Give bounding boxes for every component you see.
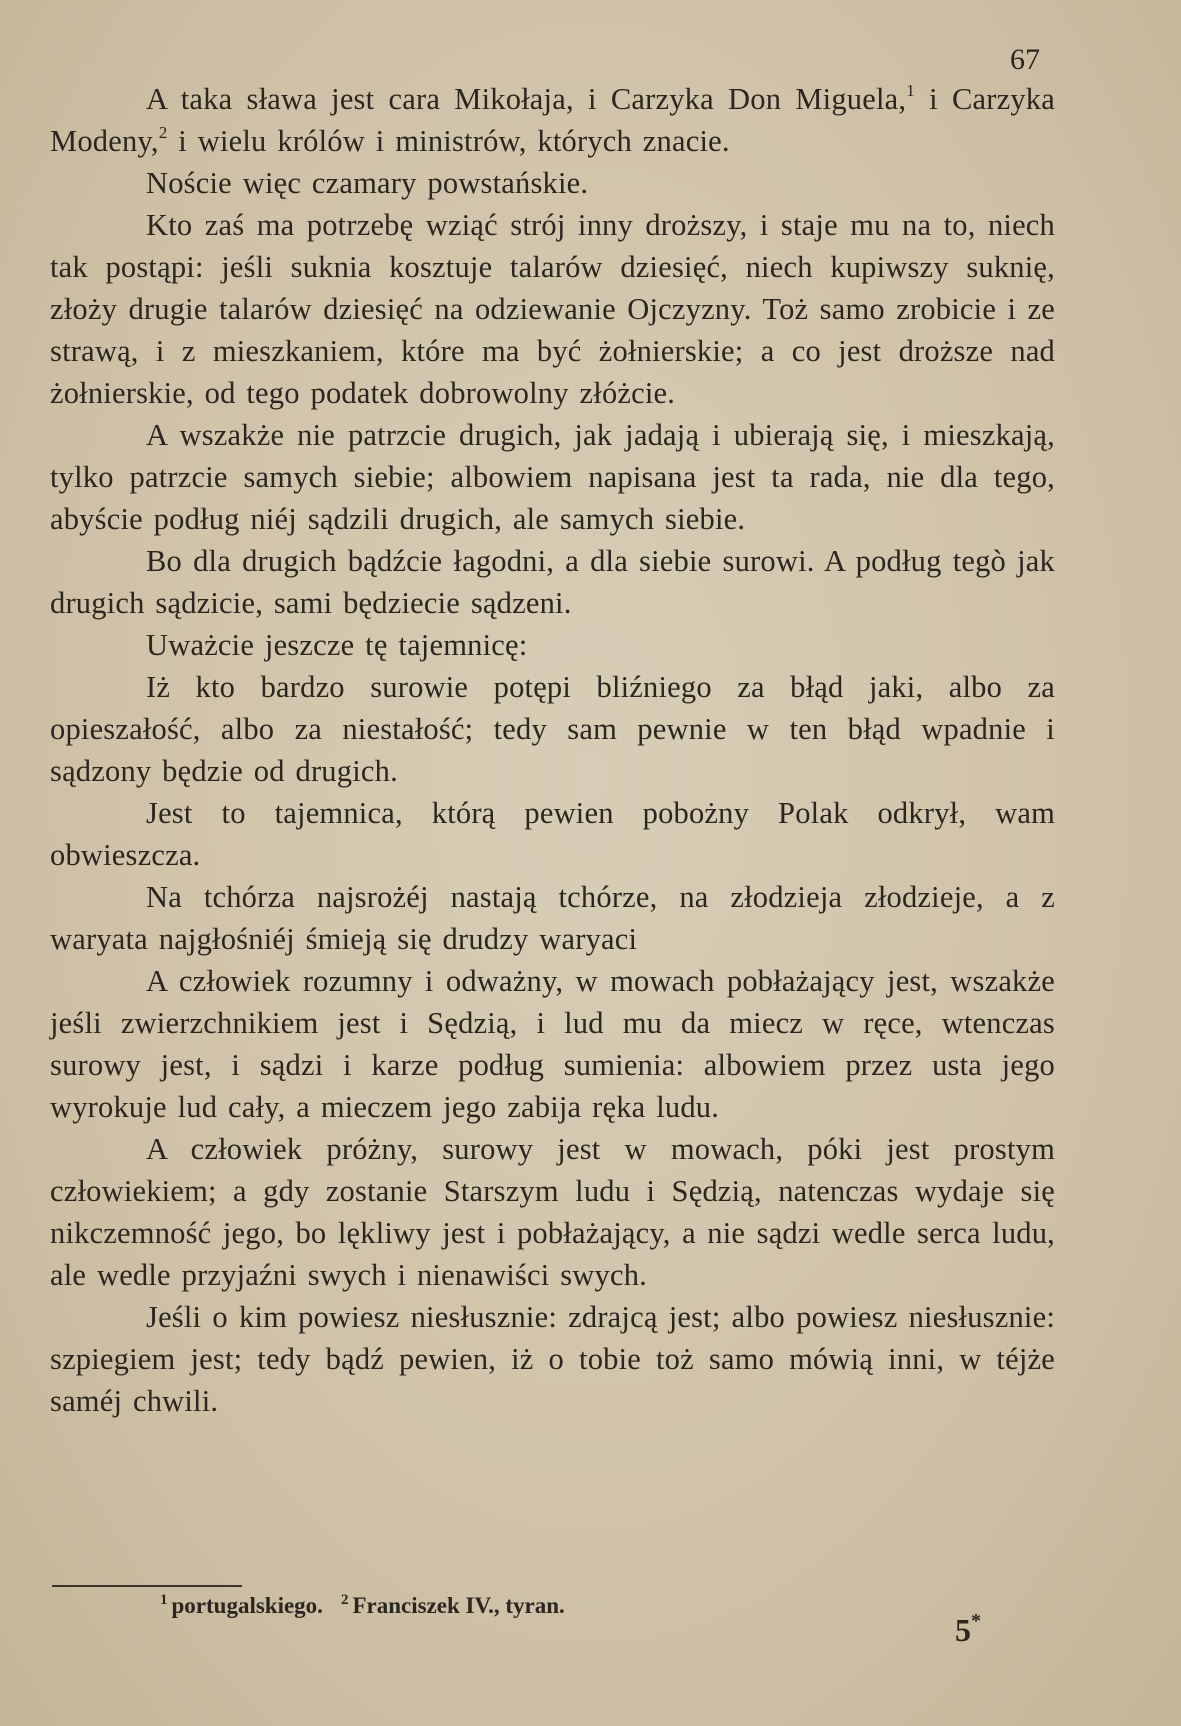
paragraph-7: Iż kto bardzo surowie potępi bliźniego za błąd jaki, albo za opieszałość, albo za niestałość; tedy sam pewnie w ten błąd wpadnie i sądzony będzie od drugich.	[50, 670, 1055, 788]
paragraph-11: A człowiek próżny, surowy jest w mowach, póki jest prostym człowiekiem; a gdy zostanie Starszym ludu i Sędzią, natenczas wydaje się nikczemność jego, bo lękliwy jest i pobłażający, a nie sądzi wedle serca ludu, ale wedle przyjaźni swych i nienawiści swych.	[50, 1132, 1055, 1292]
paragraph-9: Na tchórza najsrożéj nastają tchórze, na złodzieja złodzieje, a z waryata najgłośniéj śmieją się drudzy waryaci	[50, 880, 1055, 956]
footnote-rule	[52, 1585, 242, 1587]
paragraph-2: Noście więc czamary powstańskie.	[146, 166, 589, 200]
footnote-text-1: portugalskiego.	[171, 1593, 323, 1618]
main-text	[50, 78, 1055, 1422]
signature-number: 5	[955, 1612, 971, 1648]
footnote-ref-2: 2	[158, 123, 168, 142]
paragraph-12: Jeśli o kim powiesz niesłusznie: zdrajcą jest; albo powiesz niesłusznie: szpiegiem jest; tedy bądź pewien, iż o tobie toż samo mówią inni, w téjże saméj chwili.	[50, 1300, 1055, 1418]
paragraph-8: Jest to tajemnica, którą pewien pobożny Polak odkrył, wam obwieszcza.	[50, 796, 1055, 872]
footnotes	[160, 1590, 565, 1622]
page-number: 67	[1010, 43, 1040, 76]
paragraph-4: A wszakże nie patrzcie drugich, jak jadają i ubierają się, i mieszkają, tylko patrzcie samych siebie; albowiem napisana jest ta rada, nie dla tego, abyście podług niéj sądzili drugich, ale samych siebie.	[50, 418, 1055, 536]
paragraph-10: A człowiek rozumny i odważny, w mowach pobłażający jest, wszakże jeśli zwierzchnikiem jest i Sędzią, i lud mu da miecz w ręce, wtenczas surowy jest, i sądzi i karze podług sumienia: albowiem przez usta jego wyrokuje lud cały, a mieczem jego zabija ręka ludu.	[50, 964, 1055, 1124]
printer-signature	[955, 1608, 981, 1652]
footnote-mark-1: 1	[160, 1592, 168, 1608]
paragraph-6: Uważcie jeszcze tę tajemnicę:	[146, 628, 528, 662]
paragraph-1: A taka sława jest cara Mikołaja, i Carzyka Don Miguela,$^1$ i Carzyka Modeny,$^2$ i wielu królów i ministrów, których znacie.	[50, 81, 1055, 158]
footnote-text-2: Franciszek IV., tyran.	[352, 1593, 565, 1618]
signature-star: *	[971, 1610, 981, 1632]
paragraph-5: Bo dla drugich bądźcie łagodni, a dla siebie surowi. A podług tegò jak drugich sądzicie, sami będziecie sądzeni.	[50, 544, 1055, 620]
paragraph-3: Kto zaś ma potrzebę wziąć strój inny droższy, i staje mu na to, niech tak postąpi: jeśli suknia kosztuje talarów dziesięć, niech kupiwszy suknię, złoży drugie talarów dziesięć na odziewanie Ojczyzny. Toż samo zrobicie i ze strawą, i z mieszkaniem, które ma być żołnierskie; a co jest droższe nad żołnierskie, od tego podatek dobrowolny złóżcie.	[50, 208, 1055, 410]
footnote-mark-2: 2	[340, 1592, 349, 1608]
footnote-ref-1: 1	[906, 81, 915, 100]
footnote-2	[341, 1593, 565, 1618]
footnote-1	[160, 1593, 323, 1618]
